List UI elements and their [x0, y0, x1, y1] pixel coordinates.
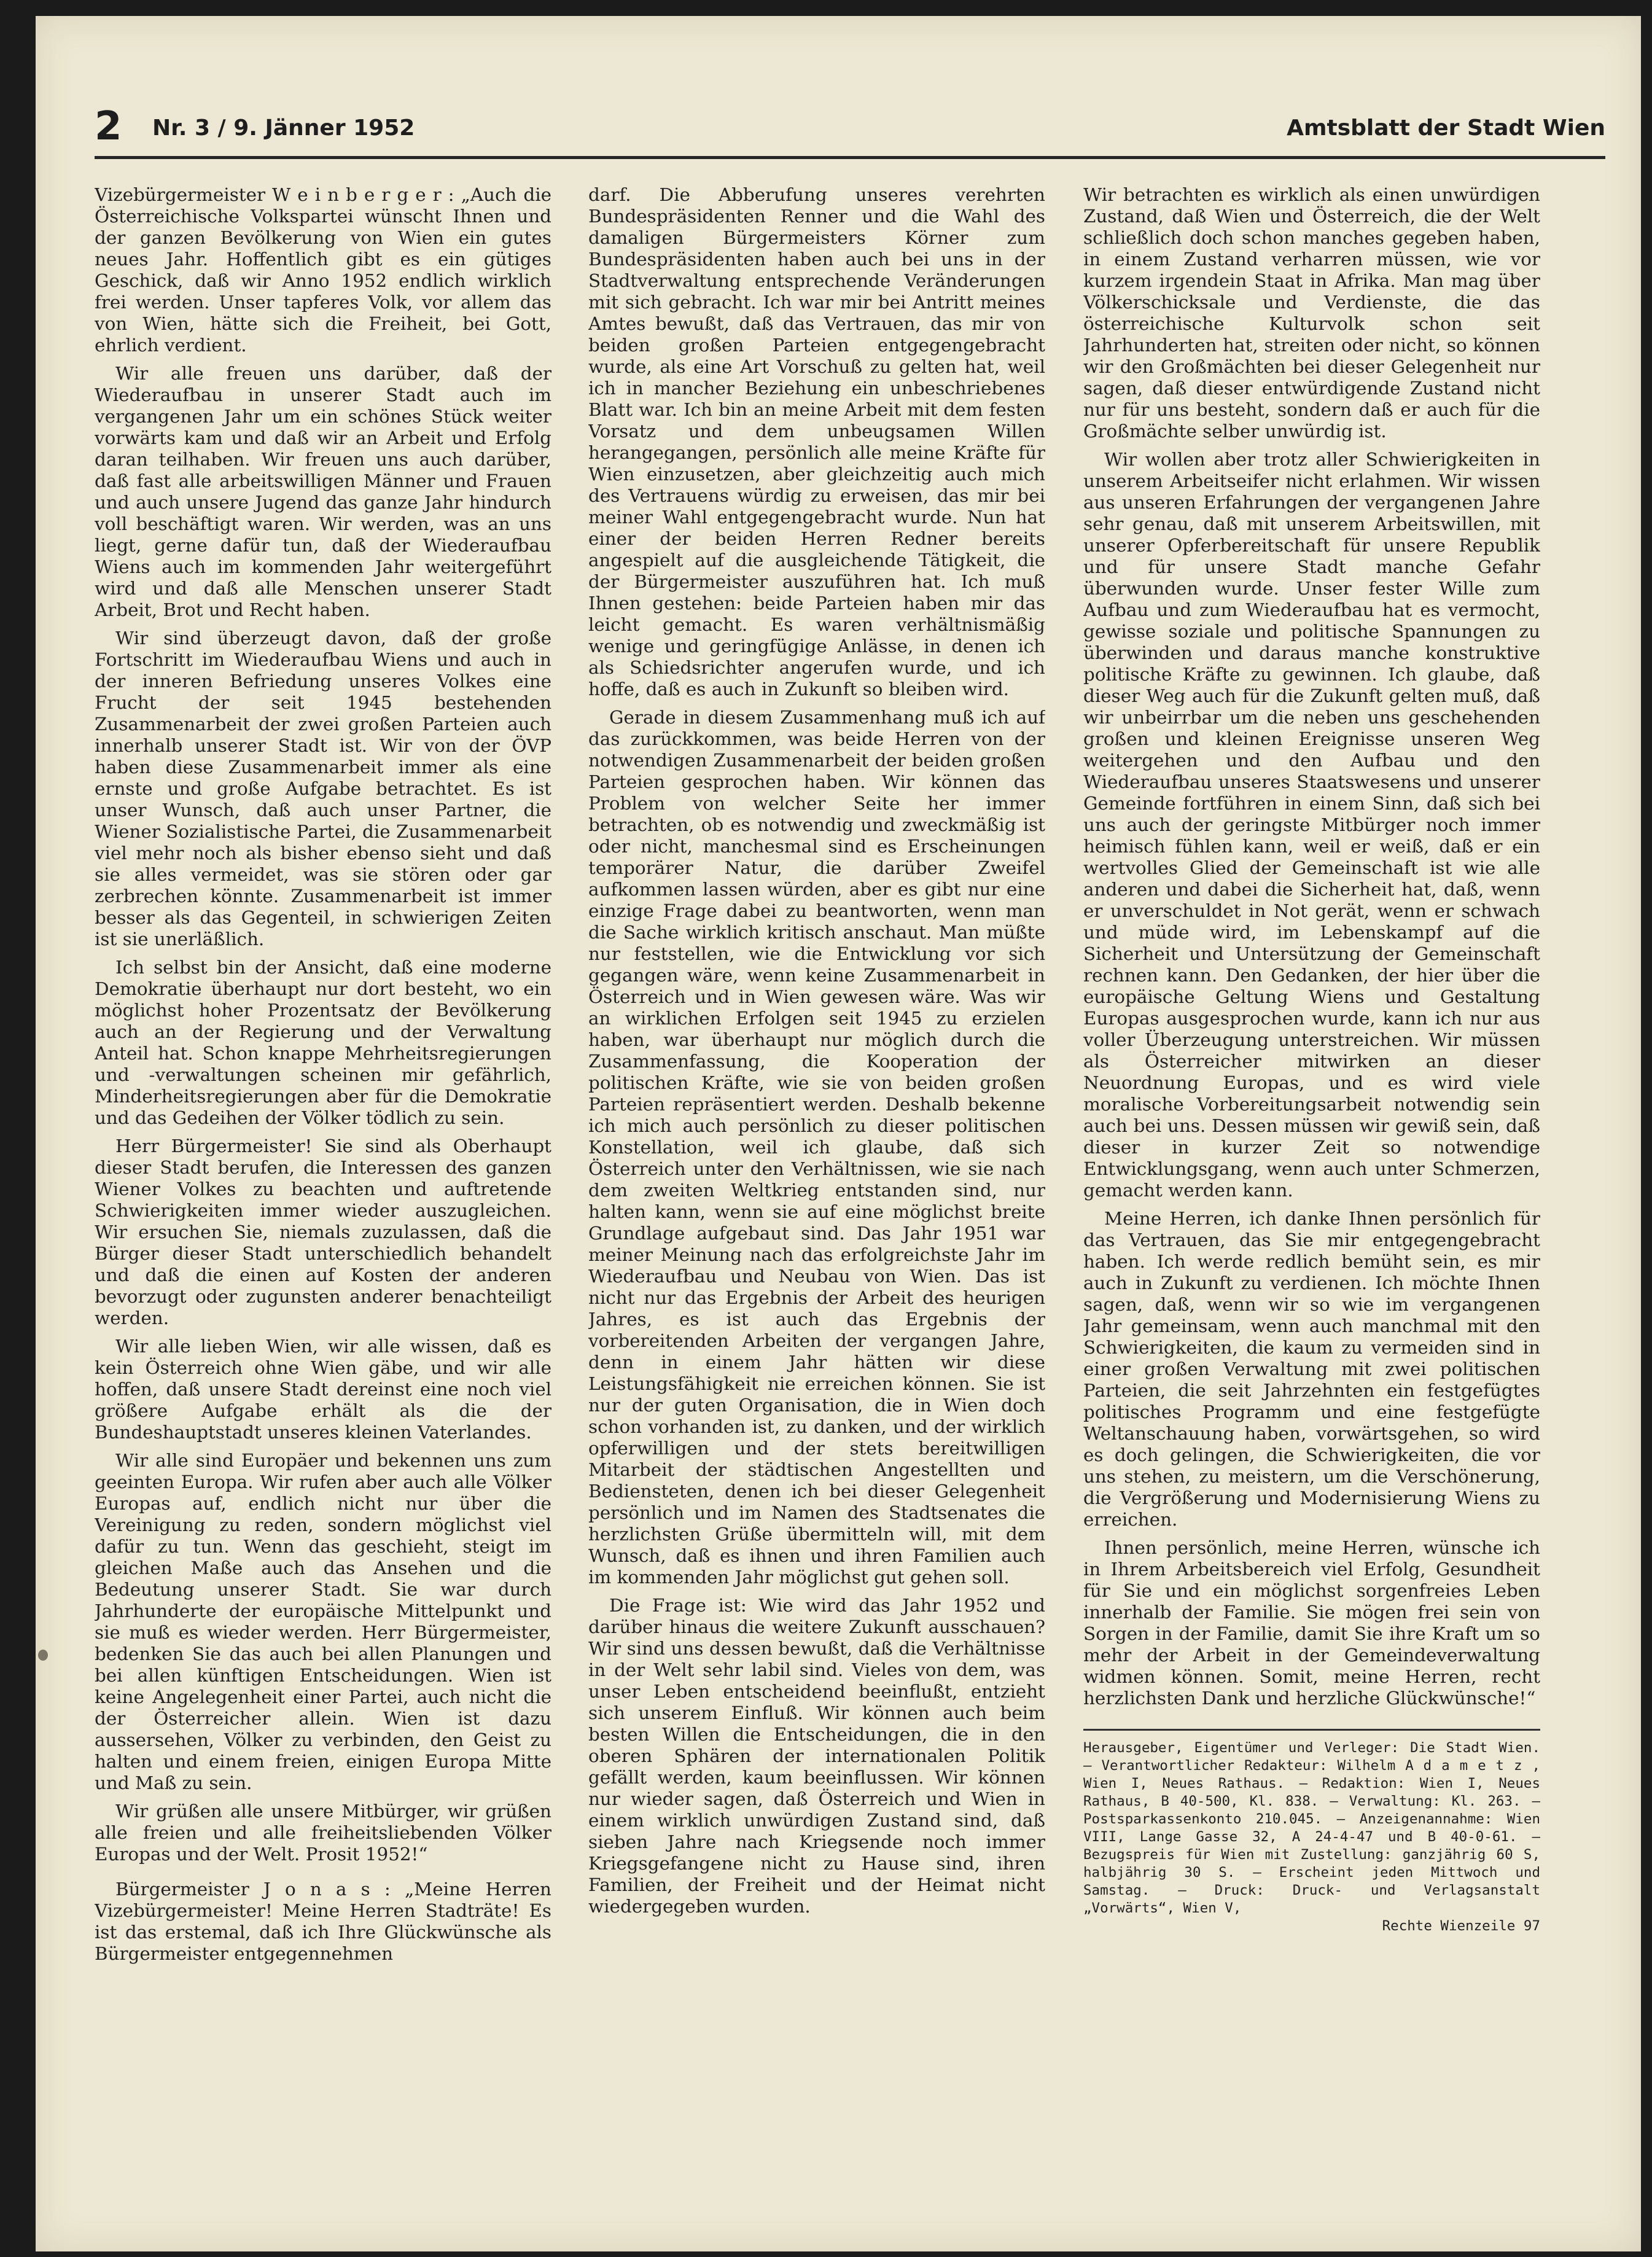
paragraph: Bürgermeister J o n a s : „Meine Herren Vizebürgermeister! Meine Herren Stadträte! Es ist das erstemal, daß ich Ihre Glückwünsche als Bürgermeister entgegennehmen	[95, 1879, 551, 1964]
paragraph: Die Frage ist: Wie wird das Jahr 1952 und darüber hinaus die weitere Zukunft ausschauen? Wir sind uns dessen bewußt, daß die Verhältnisse in der Welt sehr labil sind. Vieles von dem, was unser Leben entscheidend beeinflußt, entzieht sich unserem Einfluß. Wir können auch beim besten Willen die Entscheidungen, die in den oberen Sphären der internationalen Politik gefällt werden, kaum beeinflussen. Wir können nur wieder sagen, daß Österreich und Wien in einem wirklich unwürdigen Zustand sind, daß sieben Jahre nach Kriegsende noch immer Kriegsgefangene nicht zu Hause sind, ihren Familien, der Freiheit und der Heimat nicht wiedergegeben wurden.	[588, 1595, 1045, 1917]
publication-title: Amtsblatt der Stadt Wien	[1287, 115, 1605, 141]
text-column-1	[95, 184, 551, 2229]
page-number: 2	[95, 104, 122, 149]
text-column-2	[588, 184, 1045, 2229]
paragraph: Ihnen persönlich, meine Herren, wünsche ich in Ihrem Arbeitsbereich viel Erfolg, Gesundheit für Sie und ein möglichst sorgenfreies Leben innerhalb der Familie. Sie mögen frei sein von Sorgen in der Familie, damit Sie ihre Kraft um so mehr der Arbeit in der Gemeindeverwaltung widmen können. Somit, meine Herren, recht herzlichsten Dank und herzliche Glückwünsche!“	[1083, 1537, 1540, 1709]
issue-date: Nr. 3 / 9. Jänner 1952	[152, 115, 415, 141]
paragraph: Vizebürgermeister W e i n b e r g e r : „Auch die Österreichische Volkspartei wünscht Ihnen und der ganzen Bevölkerung von Wien ein gutes neues Jahr. Hoffentlich gibt es ein gütiges Geschick, daß wir Anno 1952 endlich wirklich frei werden. Unser tapferes Volk, vor allem das von Wien, hätte sich die Freiheit, bei Gott, ehrlich verdient.	[95, 184, 551, 356]
imprint-address: Rechte Wienzeile 97	[1382, 1918, 1540, 1934]
paragraph: Ich selbst bin der Ansicht, daß eine moderne Demokratie überhaupt nur dort besteht, wo ein möglichst hoher Prozentsatz der Bevölkerung auch an der Regierung und der Verwaltung Anteil hat. Schon knappe Mehrheitsregierungen und -verwaltungen scheinen mir gefährlich, Minderheitsregierungen aber für die Demokratie und das Gedeihen der Völker tödlich zu sein.	[95, 957, 551, 1128]
text-column-3	[1083, 184, 1540, 2229]
newspaper-page	[36, 16, 1641, 2251]
imprint-text: Herausgeber, Eigentümer und Verleger: Die Stadt Wien. — Verantwortlicher Redakteur: Wilhelm A d a m e t z , Wien I, Neues Rathaus. — Redaktion: Wien I, Neues Rathaus, B 40-500, Kl. 838. — Verwaltung: Kl. 263. — Postsparkassenkonto 210.045. — Anzeigenannahme: Wien VIII, Lange Gasse 32, A 24-4-47 und B 40-0-61. — Bezugspreis für Wien mit Zustellung: ganzjährig 60 S, halbjährig 30 S. — Erscheint jeden Mittwoch und Samstag. — Druck: Druck- und Verlagsanstalt „Vorwärts“, Wien V,	[1083, 1740, 1540, 1916]
paragraph: Wir betrachten es wirklich als einen unwürdigen Zustand, daß Wien und Österreich, die der Welt schließlich doch schon manches gegeben haben, in einem Zustand verharren müssen, wie vor kurzem irgendein Staat in Afrika. Man mag über Völkerschicksale und Verdienste, die das österreichische Kulturvolk schon seit Jahrhunderten hat, streiten oder nicht, so können wir den Großmächten bei dieser Gelegenheit nur sagen, daß dieser entwürdigende Zustand nicht nur für uns besteht, sondern daß er auch für die Großmächte selber unwürdig ist.	[1083, 184, 1540, 442]
paragraph: Wir grüßen alle unsere Mitbürger, wir grüßen alle freien und alle freiheitsliebenden Völker Europas und der Welt. Prosit 1952!“	[95, 1801, 551, 1865]
page-header	[95, 99, 1605, 159]
paragraph: Herr Bürgermeister! Sie sind als Oberhaupt dieser Stadt berufen, die Interessen des ganzen Wiener Volkes zu beachten und auftretende Schwierigkeiten immer wieder auszugleichen. Wir ersuchen Sie, niemals zuzulassen, daß die Bürger dieser Stadt unterschiedlich behandelt und daß die einen auf Kosten der anderen bevorzugt oder zugunsten anderer benachteiligt werden.	[95, 1136, 551, 1328]
paragraph: Gerade in diesem Zusammenhang muß ich auf das zurückkommen, was beide Herren von der notwendigen Zusammenarbeit der beiden großen Parteien gesprochen haben. Wir können das Problem von welcher Seite her immer betrachten, ob es notwendig und zweckmäßig ist oder nicht, manchesmal sind es Erscheinungen temporärer Natur, die darüber Zweifel aufkommen lassen würden, aber es gibt nur eine einzige Frage dabei zu beantworten, wenn man die Sache wirklich kritisch anschaut. Man müßte nur feststellen, wie die Entwicklung vor sich gegangen wäre, wenn keine Zusammenarbeit in Österreich und in Wien gewesen wäre. Was wir an wirklichen Erfolgen seit 1945 zu erzielen haben, war überhaupt nur möglich durch die Zusammenfassung, die Kooperation der politischen Kräfte, wie sie von beiden großen Parteien repräsentiert werden. Deshalb bekenne ich mich auch persönlich zu dieser politischen Konstellation, weil ich glaube, daß sich Österreich unter den Verhältnissen, wie sie nach dem zweiten Weltkrieg entstanden sind, nur halten kann, wenn sie auf eine möglichst breite Grundlage aufgebaut sind. Das Jahr 1951 war meiner Meinung nach das erfolgreichste Jahr im Wiederaufbau und Neubau von Wien. Das ist nicht nur das Ergebnis der Arbeit des heurigen Jahres, es ist auch das Ergebnis der vorbereitenden Arbeiten der vergangen Jahre, denn in einem Jahr hätten wir diese Leistungsfähigkeit nie erreichen können. Sie ist nur der guten Organisation, die in Wien doch schon vorhanden ist, zu danken, und der wirklich opferwilligen und der stets bereitwilligen Mitarbeit der städtischen Angestellten und Bediensteten, denen ich bei dieser Gelegenheit persönlich und im Namen des Stadtsenates die herzlichsten Grüße übermitteln will, mit dem Wunsch, daß es ihnen und ihren Familien auch im kommenden Jahr möglichst gut gehen soll.	[588, 707, 1045, 1588]
paragraph: Wir alle sind Europäer und bekennen uns zum geeinten Europa. Wir rufen aber auch alle Völker Europas auf, endlich nicht nur über die Vereinigung zu reden, sondern möglichst viel dafür zu tun. Wenn das geschieht, steigt im gleichen Maße auch das Ansehen und die Bedeutung unserer Stadt. Sie war durch Jahrhunderte der europäische Mittelpunkt und sie muß es wieder werden. Herr Bürgermeister, bedenken Sie das auch bei allen Planungen und bei allen künftigen Entscheidungen. Wien ist keine Angelegenheit einer Partei, auch nicht die der Österreicher allein. Wien ist dazu aussersehen, Völker zu verbinden, den Geist zu halten und einem freien, einigen Europa Mitte und Maß zu sein.	[95, 1450, 551, 1793]
imprint-box	[1083, 1729, 1540, 1935]
paragraph: Wir alle freuen uns darüber, daß der Wiederaufbau in unserer Stadt auch im vergangenen Jahr um ein schönes Stück weiter vorwärts kam und daß wir an Arbeit und Erfolg daran teilhaben. Wir freuen uns auch darüber, daß fast alle arbeitswilligen Männer und Frauen und auch unsere Jugend das ganze Jahr hindurch voll beschäftigt waren. Wir werden, was an uns liegt, gerne dafür tun, daß der Wiederaufbau Wiens auch im kommenden Jahr weitergeführt wird und daß alle Menschen unserer Stadt Arbeit, Brot und Recht haben.	[95, 363, 551, 620]
paragraph: Wir wollen aber trotz aller Schwierigkeiten in unserem Arbeitseifer nicht erlahmen. Wir wissen aus unseren Erfahrungen der vergangenen Jahre sehr genau, daß mit unserem Arbeitswillen, mit unserer Opferbereitschaft für unsere Republik und für unsere Stadt manche Gefahr überwunden wurde. Unser fester Wille zum Aufbau und zum Wiederaufbau hat es vermocht, gewisse soziale und politische Spannungen zu überwinden und daraus manche konstruktive politische Kräfte zu gewinnen. Ich glaube, daß dieser Weg auch für die Zukunft gelten muß, daß wir unbeirrbar um die neben uns geschehenden großen und kleinen Ereignisse unseren Weg weitergehen und den Aufbau und den Wiederaufbau unseres Staatswesens und unserer Gemeinde fortführen in einem Sinn, daß sich bei uns auch der geringste Mitbürger noch immer heimisch fühlen kann, weil er weiß, daß er ein wertvolles Glied der Gemeinschaft ist wie alle anderen und dabei die Sicherheit hat, daß, wenn er unverschuldet in Not gerät, wenn er schwach und müde wird, im Lebenskampf auf die Sicherheit und Untersützung der Gemeinschaft rechnen kann. Den Gedanken, der hier über die europäische Geltung Wiens und Gestaltung Europas ausgesprochen wurde, kann ich nur aus voller Überzeugung unterstreichen. Wir müssen als Österreicher mitwirken an dieser Neuordnung Europas, und es wird viele moralische Vorbereitungsarbeit notwendig sein auch bei uns. Dessen müssen wir gewiß sein, daß dieser in kurzer Zeit so notwendige Entwicklungsgang, wenn auch unter Schmerzen, gemacht werden kann.	[1083, 449, 1540, 1201]
paragraph: darf. Die Abberufung unseres verehrten Bundespräsidenten Renner und die Wahl des damaligen Bürgermeisters Körner zum Bundespräsidenten haben auch bei uns in der Stadtverwaltung entsprechende Veränderungen mit sich gebracht. Ich war mir bei Antritt meines Amtes bewußt, daß das Vertrauen, das mir von beiden großen Parteien entgegengebracht wurde, als eine Art Vorschuß zu gelten hat, weil ich in mancher Beziehung ein unbeschriebenes Blatt war. Ich bin an meine Arbeit mit dem festen Vorsatz und dem unbeugsamen Willen herangegangen, persönlich alle meine Kräfte für Wien einzusetzen, aber gleichzeitig auch mich des Vertrauens würdig zu erweisen, das mir bei meiner Wahl entgegengebracht wurde. Nun hat einer der beiden Herren Redner bereits angespielt auf die ausgleichende Tätigkeit, die der Bürgermeister auszuführen hat. Ich muß Ihnen gestehen: beide Parteien haben mir das leicht gemacht. Es waren verhältnismäßig wenige und geringfügige Anlässe, in denen ich als Schiedsrichter angerufen wurde, und ich hoffe, daß es auch in Zukunft so bleiben wird.	[588, 184, 1045, 700]
paragraph: Wir sind überzeugt davon, daß der große Fortschritt im Wiederaufbau Wiens und auch in der inneren Befriedung unseres Volkes eine Frucht der seit 1945 bestehenden Zusammenarbeit der zwei großen Parteien auch innerhalb unserer Stadt ist. Wir von der ÖVP haben diese Zusammenarbeit immer als eine ernste und große Aufgabe betrachtet. Es ist unser Wunsch, daß auch unser Partner, die Wiener Sozialistische Partei, die Zusammenarbeit viel mehr noch als bisher ebenso sieht und daß sie alles vermeidet, was sie stören oder gar zerbrechen könnte. Zusammenarbeit ist immer besser als das Gegenteil, in schwierigen Zeiten ist sie unerläßlich.	[95, 628, 551, 949]
paragraph: Wir alle lieben Wien, wir alle wissen, daß es kein Österreich ohne Wien gäbe, und wir alle hoffen, daß unsere Stadt dereinst eine noch viel größere Aufgabe erhält als die der Bundeshauptstadt unseres kleinen Vaterlandes.	[95, 1336, 551, 1443]
paragraph: Meine Herren, ich danke Ihnen persönlich für das Vertrauen, das Sie mir entgegengebracht haben. Ich werde redlich bemüht sein, es mir auch in Zukunft zu verdienen. Ich möchte Ihnen sagen, daß, wenn wir so wie im vergangenen Jahr gemeinsam, wenn auch manchmal mit den Schwierigkeiten, die kaum zu vermeiden sind in einer großen Verwaltung mit zwei politischen Parteien, die seit Jahrzehnten ein festgefügtes politisches Programm und eine festgefügte Weltanschauung haben, vorwärtsgehen, so wird es doch gelingen, die Schwierigkeiten, die vor uns stehen, zu meistern, um die Verschönerung, die Vergrößerung und Modernisierung Wiens zu erreichen.	[1083, 1208, 1540, 1530]
punch-hole-mark	[38, 1650, 48, 1661]
